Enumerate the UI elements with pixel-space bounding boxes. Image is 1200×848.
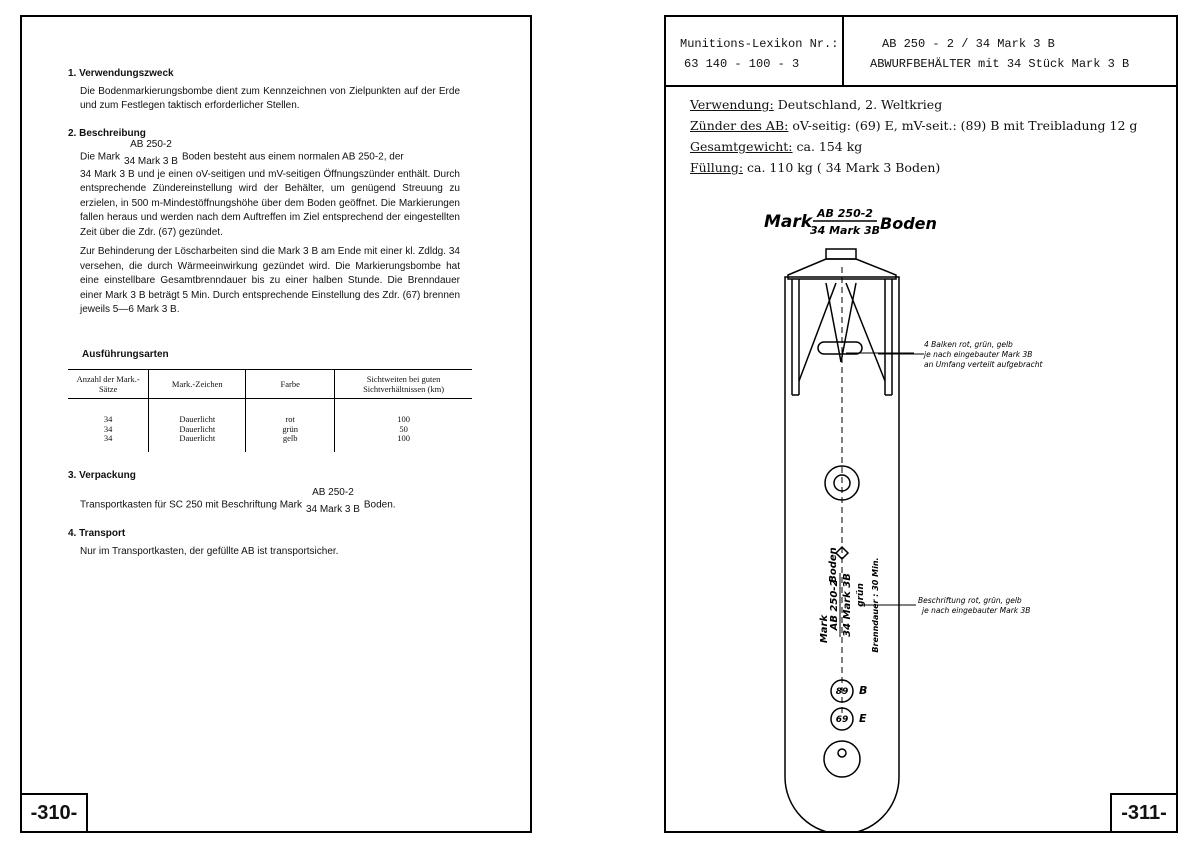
text: Boden besteht aus einem normalen AB 250-2, der [181, 151, 404, 163]
section-title: 3. Verpackung [68, 470, 136, 481]
drawing-title-mark: Mark [764, 212, 813, 232]
table-row [68, 434, 472, 452]
spec-label: Gesamtgewicht: [690, 139, 793, 154]
annotation-line: 4 Balken rot, grün, gelb [924, 340, 1013, 349]
body-lettering [819, 547, 880, 652]
right-page [664, 15, 1178, 833]
table-cell: 50 [335, 425, 472, 435]
mark-fraction [124, 138, 178, 170]
body-label-mark: Mark [819, 614, 830, 644]
annotation-line: je nach eingebauter Mark 3B [924, 350, 1033, 359]
section-title: Ausführungsarten [82, 349, 169, 360]
designation: AB 250 - 2 / 34 Mark 3 B [882, 37, 1055, 51]
ausfuehrungsarten-table [68, 369, 472, 452]
fraction-top: AB 250-2 [312, 486, 354, 498]
fuze-69-letter: E [859, 712, 867, 725]
beschreibung-paragraph-1: 34 Mark 3 B und je einen oV-seitigen und mV-seitigen Öffnungszünder enthält. Durch entsprechende Zündereinstellung wird der Behälter, um genügend Streuung zu erzielen, in 500 m-Mindestöffnungshöhe über dem Boden geöffnet. Die Markierungen fallen heraus und werden nach dem Auftreffen im Ziel entsprechend der eingestellten Zeit über die Zdr. (67) gezündet. [80, 168, 460, 238]
table-cell: 100 [335, 399, 472, 425]
spec-value: oV-seitig: (69) E, mV-seit.: (89) B mit Treibladung 12 g [792, 118, 1138, 133]
section-beschreibung [68, 127, 460, 318]
table-cell: 34 [103, 414, 113, 424]
annotation-beschriftung [859, 596, 1030, 615]
fuze-89-number: 89 [835, 687, 849, 697]
fuze-69-number: 69 [835, 715, 849, 725]
beschreibung-first-line [68, 138, 460, 170]
lexikon-number: 63 140 - 100 - 3 [684, 57, 800, 71]
section-title: 2. Beschreibung [68, 128, 146, 139]
section-transport [68, 527, 460, 559]
spec-value: Deutschland, 2. Weltkrieg [777, 97, 943, 112]
table-cell: 100 [335, 434, 472, 452]
section-body: Die Bodenmarkierungsbombe dient zum Kennzeichnen von Zielpunkten auf der Erde und zum Festlegen taktisch erforderlicher Stellen. [80, 85, 460, 111]
spec-label: Verwendung: [690, 97, 774, 112]
drawing-title [764, 207, 937, 237]
text: Transportkasten für SC 250 mit Beschriftung Mark [80, 499, 302, 511]
body-label-top: AB 250-2 [829, 579, 840, 631]
column-header: Anzahl der Mark.-Sätze [68, 370, 149, 399]
beschreibung-paragraph-2: Zur Behinderung der Löscharbeiten sind die Mark 3 B am Ende mit einer kl. Zdldg. 34 versehen, die durch Wärmeeinwirkung gezündet wird. Die Markierungsbombe hat eine einstellbare Gesamtbrenndauer bis zu einer halben Stunde. Die Brenndauer einer Mark 3 B beträgt 5 Min. Durch entsprechende Einstellung des Zdr. (67) brennen jeweils 5—6 Mark 3 B. [80, 246, 460, 315]
table-cell: grün [246, 425, 335, 435]
description: ABWURFBEHÄLTER mit 34 Stück Mark 3 B [870, 57, 1130, 71]
spec-label: Füllung: [690, 160, 744, 175]
section-verwendungszweck [68, 67, 460, 114]
table-row [68, 399, 472, 425]
table-cell: 34 [103, 433, 113, 443]
body-label-bottom: 34 Mark 3B [842, 573, 853, 637]
spec-value: ca. 110 kg ( 34 Mark 3 Boden) [747, 160, 941, 175]
lexikon-label: Munitions-Lexikon Nr.: [680, 37, 839, 51]
text: Die Mark [80, 151, 121, 163]
table-cell: 34 [103, 423, 113, 434]
section-title: 4. Transport [68, 528, 126, 539]
drawing-title-boden: Boden [880, 214, 937, 233]
spec-label: Zünder des AB: [690, 118, 789, 133]
annotation-line: je nach eingebauter Mark 3B [922, 606, 1031, 615]
verpackung-line [68, 486, 460, 518]
column-header: Mark.-Zeichen [149, 370, 246, 399]
table-cell: Dauerlicht [149, 434, 246, 452]
body-label-boden: Boden [828, 547, 839, 583]
body-label-color: grün [856, 583, 866, 607]
fraction-bottom: 34 Mark 3 B [305, 503, 360, 515]
column-header: Sichtweiten bei guten Sichtverhältnissen (km) [335, 370, 472, 399]
table-row [68, 425, 472, 435]
column-header: Farbe [246, 370, 335, 399]
fuze-89-letter: B [859, 684, 868, 697]
table-header-row [68, 370, 472, 399]
bomb-outline [785, 249, 899, 831]
fraction-top: AB 250-2 [130, 138, 172, 150]
left-page [20, 15, 532, 833]
fraction-bottom: 34 Mark 3 B [124, 155, 178, 167]
section-verpackung [68, 469, 460, 518]
annotation-line: an Umfang verteilt aufgebracht [924, 360, 1043, 369]
mark-fraction [305, 486, 360, 518]
bomb-drawing [666, 17, 1176, 831]
page-number: -310- [20, 793, 88, 833]
drawing-title-bottom: 34 Mark 3B [809, 224, 881, 237]
table-cell: rot [246, 399, 335, 425]
drawing-title-top: AB 250-2 [817, 207, 873, 220]
body-label-duration: Brenndauer : 30 Min. [871, 557, 880, 653]
table-cell: Dauerlicht [149, 425, 246, 435]
page-number: -311- [1110, 793, 1178, 833]
ausfuehrungsarten-title [82, 348, 474, 363]
annotation-line: Beschriftung rot, grün, gelb [918, 596, 1022, 605]
spec-value: ca. 154 kg [796, 139, 863, 154]
section-title: 1. Verwendungszweck [68, 68, 174, 79]
table-cell: gelb [246, 434, 335, 452]
annotation-balken [846, 340, 1044, 369]
section-body: Nur im Transportkasten, der gefüllte AB ist transportsicher. [80, 545, 339, 557]
text: Boden. [363, 499, 396, 511]
fuze-labels [836, 684, 868, 725]
table-cell: Dauerlicht [149, 399, 246, 425]
